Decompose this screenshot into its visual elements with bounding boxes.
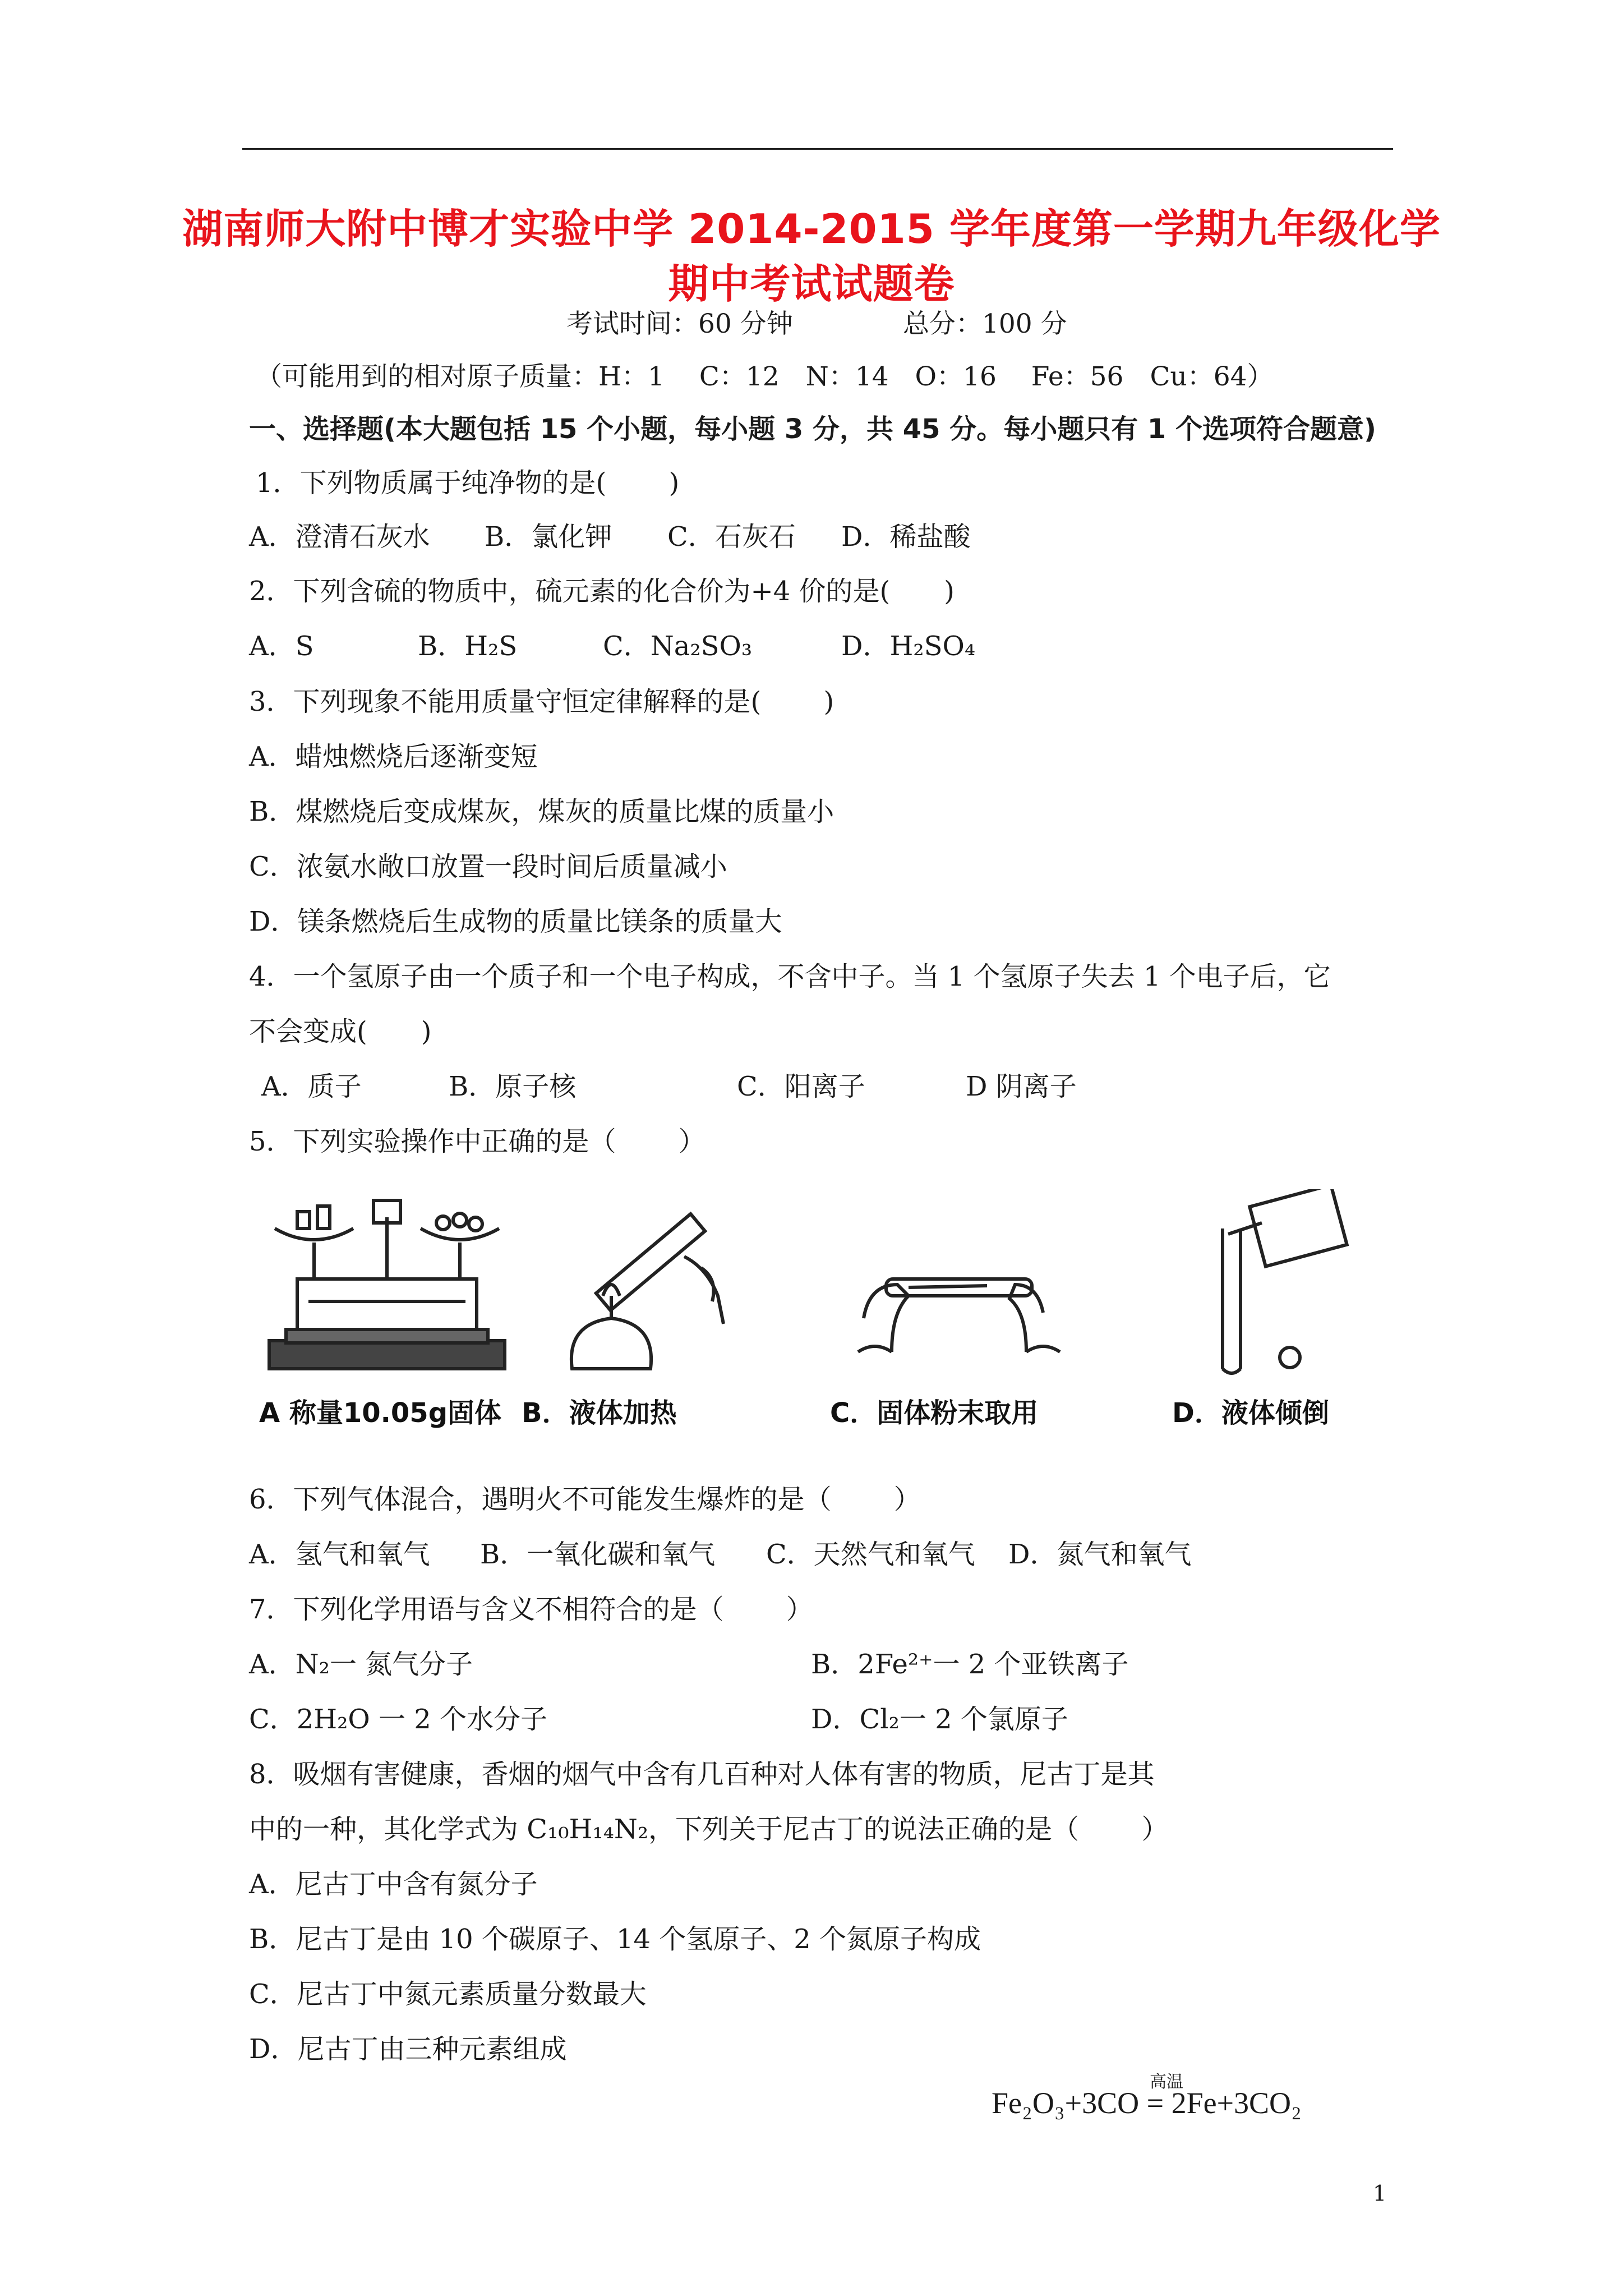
q1-option-a: A．澄清石灰水 xyxy=(249,521,430,553)
question-8-stem-line2: 中的一种，其化学式为 C₁₀H₁₄N₂，下列关于尼古丁的说法正确的是（ ） xyxy=(249,1814,1169,1845)
figure-caption-c: C．固体粉末取用 xyxy=(830,1397,1039,1429)
q8-option-a: A．尼古丁中含有氮分子 xyxy=(249,1869,538,1900)
page-number: 1 xyxy=(1373,2181,1387,2206)
question-1-stem: 1．下列物质属于纯净物的是( ) xyxy=(256,467,680,499)
total-score: 总分：100 分 xyxy=(903,309,1067,339)
question-3-stem: 3．下列现象不能用质量守恒定律解释的是( ) xyxy=(249,686,834,717)
atomic-masses: （可能用到的相对原子质量：H：1 C：12 N：14 O：16 Fe：56 Cu：64） xyxy=(256,361,1274,392)
equation-condition: 高温 xyxy=(1150,2072,1183,2092)
q7-option-b: B．2Fe²⁺一 2 个亚铁离子 xyxy=(811,1649,1129,1680)
q6-option-b: B．一氧化碳和氧气 xyxy=(480,1539,716,1570)
q7-option-c: C．2H₂O 一 2 个水分子 xyxy=(249,1704,548,1735)
figure-caption-a: A 称量10.05g固体 xyxy=(259,1397,502,1429)
question-8-stem-line1: 8．吸烟有害健康，香烟的烟气中含有几百种对人体有害的物质，尼古丁是其 xyxy=(249,1759,1155,1790)
question-5-stem: 5．下列实验操作中正确的是（ ） xyxy=(249,1126,706,1157)
powder-transfer-figure xyxy=(852,1251,1066,1363)
q3-option-a: A．蜡烛燃烧后逐渐变短 xyxy=(249,741,538,772)
q3-option-c: C．浓氨水敞口放置一段时间后质量减小 xyxy=(249,851,727,882)
q8-option-d: D．尼古丁由三种元素组成 xyxy=(249,2033,567,2065)
q1-option-d: D．稀盐酸 xyxy=(841,521,971,553)
q4-option-c: C．阳离子 xyxy=(737,1071,865,1102)
question-7-stem: 7．下列化学用语与含义不相符合的是（ ） xyxy=(249,1594,813,1625)
question-6-stem: 6．下列气体混合，遇明火不可能发生爆炸的是（ ） xyxy=(249,1484,921,1515)
liquid-pouring-figure xyxy=(1206,1189,1374,1380)
q1-option-b: B．氯化钾 xyxy=(485,521,612,553)
q6-option-d: D．氮气和氧气 xyxy=(1008,1539,1192,1570)
figure-caption-b: B．液体加热 xyxy=(522,1397,677,1429)
exam-time: 考试时间：60 分钟 xyxy=(566,309,793,339)
q7-option-d: D．Cl₂一 2 个氯原子 xyxy=(811,1704,1068,1735)
liquid-heating-figure xyxy=(550,1189,735,1380)
q8-option-c: C．尼古丁中氮元素质量分数最大 xyxy=(249,1978,647,2010)
question-2-stem: 2．下列含硫的物质中，硫元素的化合价为+4 价的是( ) xyxy=(249,576,955,607)
q4-option-a: A．质子 xyxy=(261,1071,362,1102)
q3-option-b: B．煤燃烧后变成煤灰，煤灰的质量比煤的质量小 xyxy=(249,796,834,827)
q6-option-c: C．天然气和氧气 xyxy=(766,1539,975,1570)
exam-title-line1: 湖南师大附中博才实验中学 2014-2015 学年度第一学期九年级化学 xyxy=(182,205,1441,252)
q2-option-c: C．Na₂SO₃ xyxy=(603,631,753,662)
question-4-stem-line1: 4．一个氢原子由一个质子和一个电子构成，不含中子。当 1 个氢原子失去 1 个电子后，它 xyxy=(249,961,1331,992)
figure-caption-d: D．液体倾倒 xyxy=(1172,1397,1329,1429)
q1-option-c: C．石灰石 xyxy=(667,521,796,553)
q2-option-d: D．H₂SO₄ xyxy=(841,631,976,662)
q4-option-b: B．原子核 xyxy=(449,1071,577,1102)
q2-option-b: B．H₂S xyxy=(418,631,518,662)
header-rule xyxy=(242,148,1393,150)
q8-option-b: B．尼古丁是由 10 个碳原子、14 个氢原子、2 个氮原子构成 xyxy=(249,1924,981,1955)
q4-option-d: D 阴离子 xyxy=(966,1071,1077,1102)
question-4-stem-line2: 不会变成( ) xyxy=(249,1016,432,1047)
q7-option-a: A．N₂一 氮气分子 xyxy=(249,1649,473,1680)
exam-title-line2: 期中考试试题卷 xyxy=(668,260,955,307)
chemical-equation: Fe₂O₃+3CO = 2Fe+3CO₂ xyxy=(992,2086,1302,2120)
section-heading: 一、选择题(本大题包括 15 个小题，每小题 3 分，共 45 分。每小题只有 1 个选项符合题意) xyxy=(249,413,1376,445)
q2-option-a: A．S xyxy=(249,631,314,662)
q6-option-a: A．氢气和氧气 xyxy=(249,1539,430,1570)
balance-figure xyxy=(264,1195,510,1380)
q3-option-d: D．镁条燃烧后生成物的质量比镁条的质量大 xyxy=(249,906,782,937)
